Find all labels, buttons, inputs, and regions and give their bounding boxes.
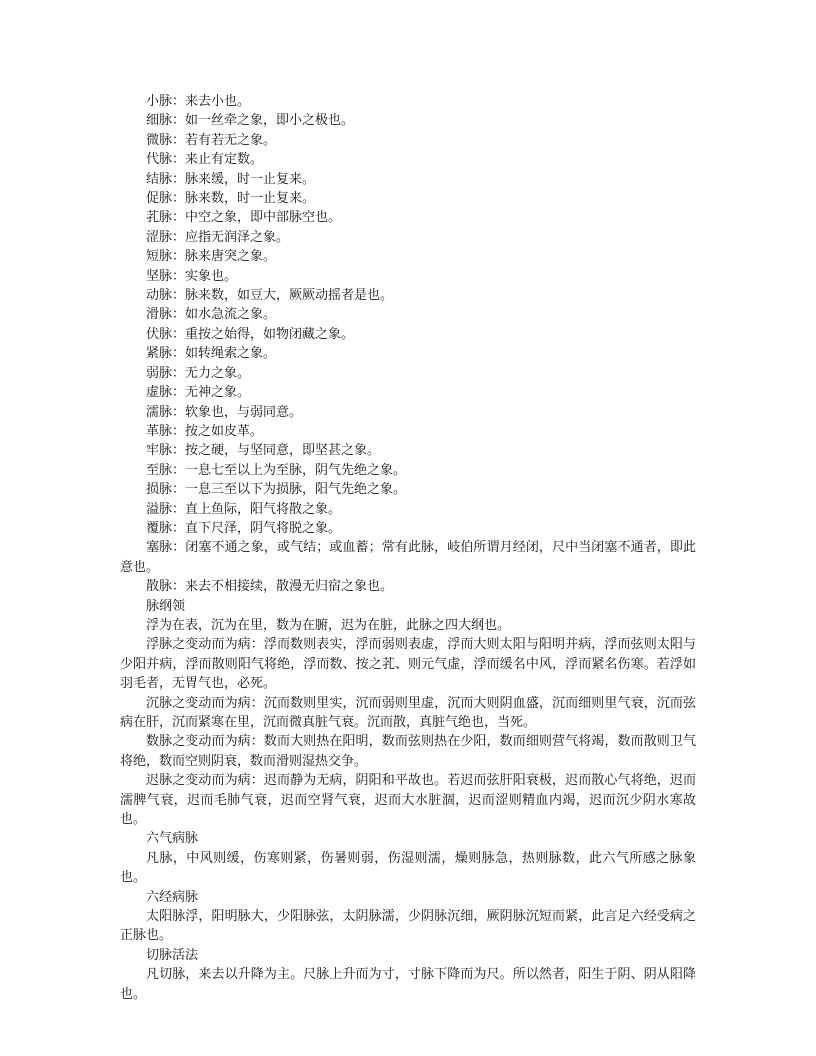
- text-line-xiao-mai: 小脉：来去小也。: [146, 94, 251, 109]
- text-line-ru-mai: 濡脉：软象也，与弱同意。: [146, 404, 303, 420]
- text-line-fu-mai-hidden: 伏脉：重按之始得，如物闭藏之象。: [146, 326, 355, 342]
- text-line-yi-mai: 溢脉：直上鱼际，阳气将散之象。: [146, 501, 342, 517]
- text-paragraph-pulse-method: 凡切脉，来去以升降为主。尺脉上升而为寸，寸脉下降而为尺。所以然者，阳生于阴、阴从阳降也。: [120, 967, 696, 1002]
- text-line-se-mai: 涩脉：应指无润泽之象。: [146, 229, 290, 245]
- text-paragraph-four-outlines: 浮为在表，沉为在里，数为在腑，迟为在脏，此脉之四大纲也。: [146, 617, 511, 633]
- text-line-jin-mai: 紧脉：如转绳索之象。: [146, 346, 277, 362]
- text-line-wei-mai: 微脉：若有若无之象。: [146, 132, 277, 148]
- text-paragraph-sinking-pulse: 沉脉之变动而为病：沉而数则里实，沉而弱则里虚，沉而大则阴血盛，沉而细则里气衰，沉而弦病在肝，沉而紧寒在里，沉而微真脏气衰。沉而散，真脏气绝也，当死。: [120, 695, 696, 730]
- text-line-san-mai: 散脉：来去不相接续，散漫无归宿之象也。: [146, 579, 394, 595]
- text-paragraph-slow-pulse: 迟脉之变动而为病：迟而静为无病，阴阳和平故也。若迟而弦肝阳衰极，迟而散心气将绝，迟而濡脾气衰，迟而毛肺气衰，迟而空肾气衰，迟而大水脏涸，迟而涩则精血内竭，迟而沉少阴水寒故也。: [120, 773, 696, 828]
- text-line-kou-mai: 芤脉：中空之象，即中部脉空也。: [146, 210, 342, 226]
- text-line-xi-mai: 细脉：如一丝牵之象，即小之极也。: [146, 113, 355, 129]
- text-line-duan-mai: 短脉：脉来唐突之象。: [146, 249, 277, 265]
- text-line-cu-mai: 促脉：脉来数，时一止复来。: [146, 191, 316, 207]
- text-line-hua-mai: 滑脉：如水急流之象。: [146, 307, 277, 323]
- text-line-fu-mai-overturn: 覆脉：直下尺泽，阴气将脱之象。: [146, 520, 342, 536]
- text-line-dong-mai: 动脉：脉来数，如豆大，厥厥动摇者是也。: [146, 288, 394, 304]
- section-heading-six-channels: 六经病脉: [146, 889, 199, 905]
- section-heading-pulse-method: 切脉活法: [146, 947, 199, 963]
- section-heading-mai-gang-ling: 脉纲领: [146, 598, 186, 614]
- document-page: [120, 92, 696, 1004]
- text-paragraph-six-qi: 凡脉，中风则缓，伤寒则紧，伤暑则弱，伤湿则濡，燥则脉急，热则脉数，此六气所感之脉象也。: [120, 850, 696, 886]
- section-heading-six-qi: 六气病脉: [146, 831, 199, 847]
- text-line-ge-mai: 革脉：按之如皮革。: [146, 423, 264, 439]
- text-line-lao-mai: 牢脉：按之硬，与坚同意，即坚甚之象。: [146, 443, 381, 459]
- text-paragraph-six-channels: 太阳脉浮，阳明脉大，少阳脉弦，太阴脉濡，少阴脉沉细，厥阴脉沉短而紧，此言足六经受病之正脉也。: [120, 909, 696, 944]
- text-line-jie-mai: 结脉：脉来缓，时一止复来。: [146, 171, 316, 187]
- text-line-ruo-mai: 弱脉：无力之象。: [146, 365, 251, 381]
- text-paragraph-rapid-pulse: 数脉之变动而为病：数而大则热在阳明，数而弦则热在少阳，数而细则营气将竭，数而散则卫气将绝，数而空则阴衰，数而滑则湿热交争。: [120, 734, 696, 769]
- text-paragraph-se-mai-blocked: 塞脉：闭塞不通之象，或气结；或血蓄；常有此脉，岐伯所谓月经闭，尺中当闭塞不通者，即此意也。: [120, 540, 696, 575]
- text-line-jian-mai: 坚脉：实象也。: [146, 268, 238, 284]
- text-paragraph-floating-pulse: 浮脉之变动而为病：浮而数则表实，浮而弱则表虚，浮而大则太阳与阳明并病，浮而弦则太阳与少阳并病，浮而散则阳气将绝，浮而数、按之芤、则元气虚，浮而缓名中风，浮而紧名伤寒。若浮如羽毛者，无胃气也，必死。: [120, 637, 696, 692]
- text-line-sun-mai: 损脉：一息三至以下为损脉，阳气先绝之象。: [146, 482, 407, 498]
- text-line-zhi-mai: 至脉：一息七至以上为至脉，阴气先绝之象。: [146, 462, 407, 478]
- text-line-dai-mai: 代脉：来止有定数。: [146, 152, 264, 168]
- text-line-xu-mai: 虚脉：无神之象。: [146, 385, 251, 401]
